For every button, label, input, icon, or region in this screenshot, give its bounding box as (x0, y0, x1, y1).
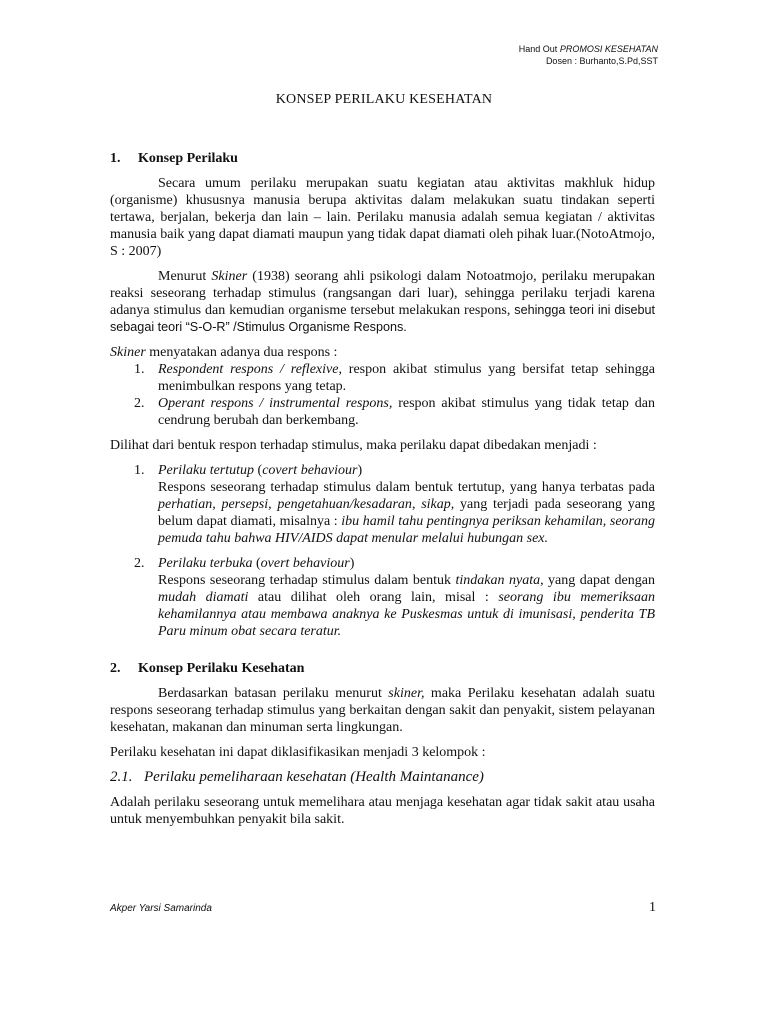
section-1-paragraph-2 (110, 268, 655, 336)
section-1-heading (110, 150, 655, 167)
spacer (110, 648, 655, 660)
text-span: Respons seseorang terhadap stimulus dalam bentuk tertutup, yang hanya terbatas pada (158, 480, 655, 495)
text-span: Skiner (110, 345, 146, 360)
type-name (158, 462, 655, 479)
text-span: menyatakan adanya dua respons : (145, 345, 338, 360)
subsection-2-1-heading (110, 769, 655, 786)
text-span: maka Perilaku kesehatan adalah suatu respons seseorang terhadap stimulus yang berkaitan dengan sakit dan penyakit, sistem pelayanan kesehatan, makanan dan minuman serta lingkungan. (110, 686, 655, 735)
text-span: , yang dapat dengan (540, 573, 655, 588)
text-span: ) (349, 556, 355, 571)
text-span: mudah diamati (158, 590, 249, 605)
section-1-title: Konsep Perilaku (138, 151, 238, 166)
text-span: ( (254, 463, 263, 478)
page-header (519, 43, 658, 67)
section-1-paragraph-4: Dilihat dari bentuk respon terhadap stimulus, maka perilaku dapat dibedakan menjadi : (110, 438, 597, 453)
list-number: 1. (134, 362, 145, 377)
subsection-number: 2.1. (110, 769, 133, 785)
text-span: ) (357, 463, 363, 478)
text-span: tindakan nyata (455, 573, 541, 588)
section-1-paragraph-3 (110, 344, 655, 361)
text-span: Respondent respons / reflexive, (158, 362, 342, 377)
footer-institution: Akper Yarsi Samarinda (110, 903, 212, 914)
section-2-heading (110, 660, 655, 677)
text-span: skiner, (388, 686, 425, 701)
header-lecturer: Dosen : Burhanto,S.Pd,SST (545, 56, 658, 66)
list-item (110, 555, 655, 640)
text-span: respon akibat stimulus yang tidak tetap dan cendrung berubah dan berkembang. (158, 396, 655, 428)
subsection-title: Perilaku pemeliharaan kesehatan (Health Maintanance) (144, 769, 484, 785)
type-description (158, 572, 655, 640)
text-span: (1938) seorang ahli psikologi dalam Notoatmojo, perilaku merupakan reaksi seseorang terhadap stimulus (rangsangan dari luar), sehingga perilaku terjadi karena adanya stimulus dan kemudian organisme tersebut melakukan respons, (110, 269, 656, 318)
list-item (110, 395, 655, 429)
text-span: Respons seseorang terhadap stimulus dalam bentuk (158, 573, 456, 588)
text-span: Berdasarkan batasan perilaku menurut (158, 686, 389, 701)
page-number: 1 (649, 900, 656, 915)
text-span: seorang ibu memeriksaan kehamilannya atau membawa anaknya ke Puskesmas untuk di imunisasi, penderita TB Paru minum obat secara teratur. (158, 590, 655, 639)
text-span: perhatian, persepsi, pengetahuan/kesadaran (158, 497, 412, 512)
section-1-paragraph-1: Secara umum perilaku merupakan suatu kegiatan atau aktivitas makhluk hidup (organisme) khususnya manusia berupa aktivitas dalam melakukan suatu tindakan seperti tertawa, berjalan, bekerja dan lain – lain. Perilaku manusia adalah semua kegiatan / aktivitas manusia baik yang dapat diamati maupun yang tidak dapat diamati oleh pihak luar.(NotoAtmojo, S : 2007) (110, 176, 655, 259)
text-span: Skiner (211, 269, 248, 284)
document-title: KONSEP PERILAKU KESEHATAN (275, 92, 493, 107)
document-body (110, 150, 655, 836)
text-span: overt behaviour (260, 556, 350, 571)
response-list (110, 361, 655, 429)
list-number: 2. (134, 396, 145, 411)
behaviour-type-list (110, 462, 655, 640)
section-2-title: Konsep Perilaku Kesehatan (138, 661, 305, 676)
text-span: sikap, (421, 497, 455, 512)
text-span: yang terjadi pada seseorang yang belum dapat diamati, misalnya : (158, 497, 655, 529)
text-span: Menurut (158, 269, 212, 284)
text-span: atau dilihat oleh orang lain, misal : (248, 590, 499, 605)
list-number: 2. (134, 556, 145, 571)
text-span: Perilaku terbuka (158, 556, 253, 571)
header-prefix: Hand Out (518, 44, 560, 54)
text-span: ibu hamil tahu pentingnya periksan kehamilan, seorang pemuda tahu bahwa HIV/AIDS dapat menular melalui hubungan sex. (158, 514, 655, 546)
header-course: PROMOSI KESEHATAN (559, 44, 658, 54)
section-2-paragraph-1 (110, 685, 655, 736)
section-1-number: 1. (110, 151, 121, 166)
sor-theory-text: sehingga teori ini disebut sebagai teori “S-O-R” /Stimulus Organisme Respons. (110, 303, 656, 334)
type-description (158, 479, 655, 547)
section-2-paragraph-2: Perilaku kesehatan ini dapat diklasifikasikan menjadi 3 kelompok : (110, 745, 486, 760)
text-span: respon akibat stimulus yang bersifat tetap sehingga menimbulkan respons yang tetap. (158, 362, 656, 394)
text-span: ( (252, 556, 261, 571)
text-span: , (411, 497, 422, 512)
section-2-number: 2. (110, 661, 121, 676)
list-number: 1. (134, 463, 145, 478)
header-line-1 (519, 43, 658, 55)
list-item (110, 462, 655, 547)
type-name (158, 555, 655, 572)
text-span: Operant respons / instrumental respons, (158, 396, 393, 411)
list-item (110, 361, 655, 395)
text-span: covert behaviour (262, 463, 358, 478)
text-span: Perilaku tertutup (158, 463, 255, 478)
subsection-2-1-paragraph: Adalah perilaku seseorang untuk memelihara atau menjaga kesehatan agar tidak sakit atau usaha untuk menyembuhkan penyakit bila sakit. (110, 795, 655, 827)
